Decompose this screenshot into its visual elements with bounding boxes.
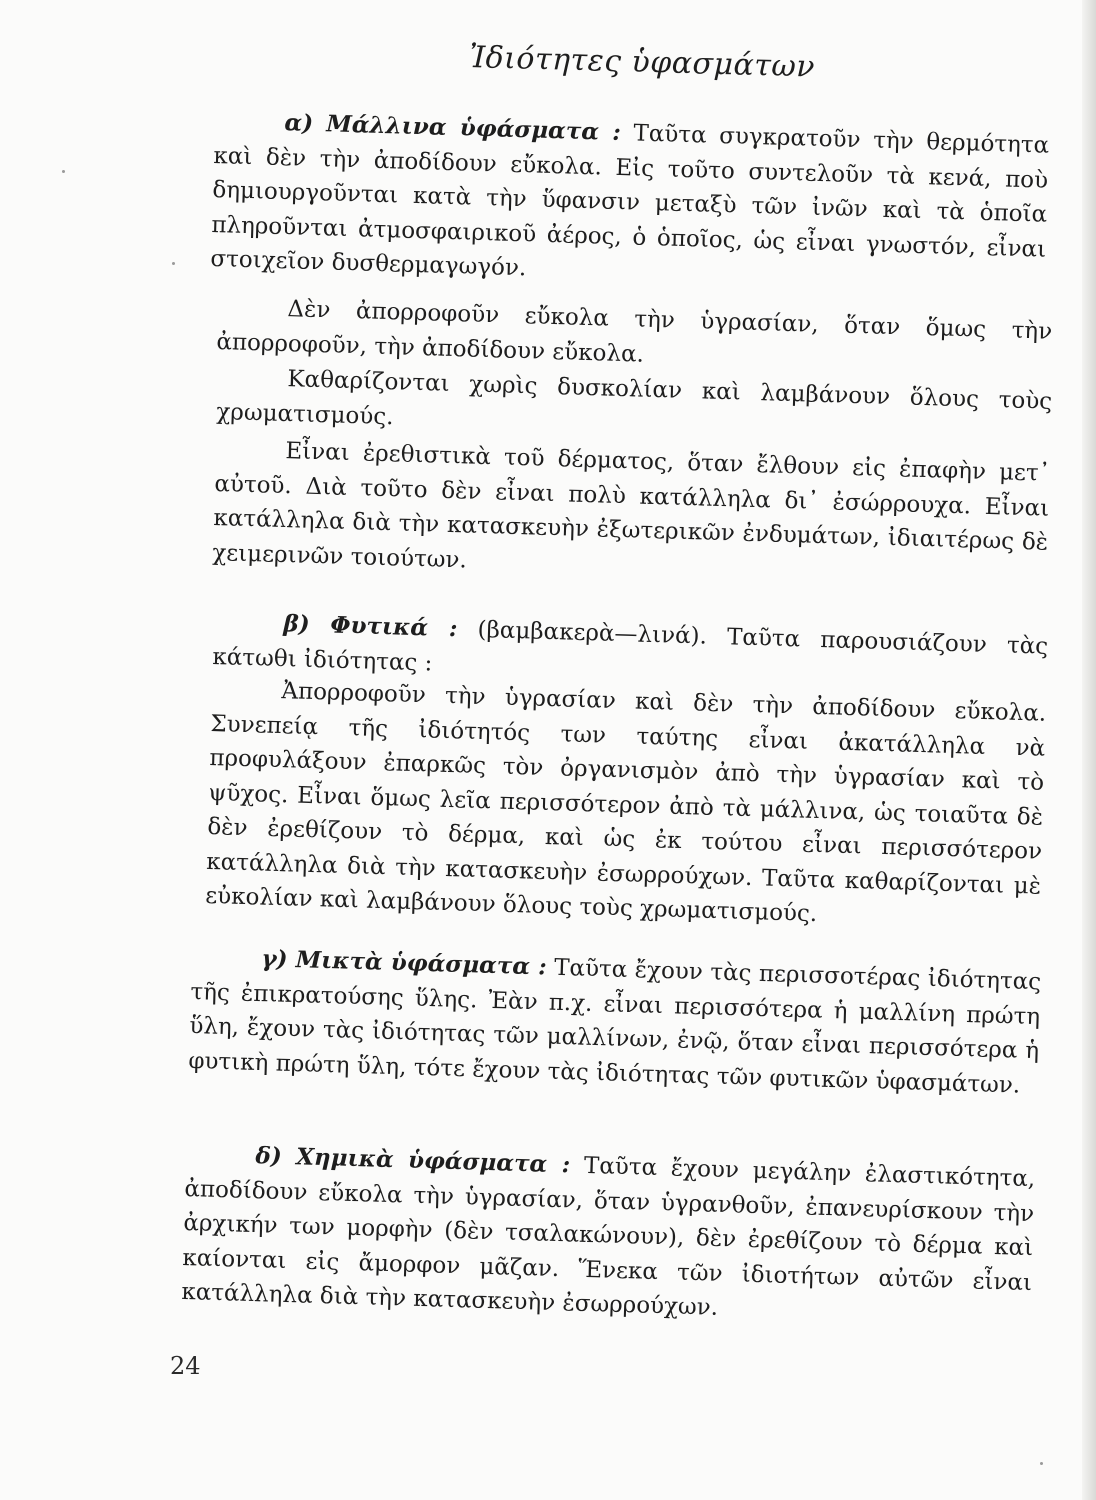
paragraph-text: Ταῦτα ἔχουν μεγάλην ἐλαστικότητα, ἀποδίδουν εὔκολα τὴν ὑγρασίαν, ὅταν ὑγρανθοῦν, ἐπανευρίσκουν τὴν ἀρχικήν των μορφὴν (δὲν τσαλακώνουν), δὲν ἐρεθίζουν τὸ δέρμα καὶ καίονται εἰς ἄμορφον μᾶζαν. Ἕνεκα τῶν ἰδιοτήτων αὐτῶν εἶναι κατάλληλα διὰ τὴν κατασκευὴν ἐσωρρούχων. — [181, 1152, 1036, 1321]
paragraph-mixed — [188, 940, 1042, 1103]
scan-speck — [172, 262, 175, 265]
paragraph-wool-irritation: Εἶναι ἐρεθιστικὰ τοῦ δέρματος, ὅταν ἔλθουν εἰς ἐπαφὴν μετ᾽ αὐτοῦ. Διὰ τοῦτο δὲν εἶναι πολὺ κατάλληλα δι᾽ ἐσώρρουχα. Εἶναι κατάλληλα διὰ τὴν κατασκευὴν ἐξωτερικῶν ἐνδυμάτων, ἰδιαιτέρως δὲ χειμερινῶν τοιούτων. — [212, 438, 1051, 573]
page-number: 24 — [170, 1352, 201, 1380]
paragraph-wool — [210, 104, 1050, 301]
paragraph-synthetic — [181, 1137, 1036, 1335]
paragraph-text: Ταῦτα ἔχουν τὰς περισσοτέρας ἰδιότητας τῆς ἐπικρατούσης ὕλης. Ἐὰν π.χ. εἶναι περισσότερα ἡ μαλλίνη πρώτη ὕλη, ἔχουν τὰς ἰδιότητας τῶν μαλλίνων, ἐνῷ, ὅταν εἶναι περισσότερα ἡ φυτικὴ πρώτη ὕλη, τότε ἔχουν τὰς ἰδιότητας τῶν φυτικῶν ὑφασμάτων. — [188, 954, 1042, 1099]
section-heading-wool: α) Μάλλινα ὑφάσματα : — [284, 109, 622, 147]
section-heading-synthetic: δ) Χημικὰ ὑφάσματα : — [255, 1142, 571, 1179]
scan-speck — [62, 170, 65, 173]
section-heading-plant: β) Φυτικά : — [283, 610, 458, 643]
page-title: Ἰδιότητες ὑφασμάτων — [469, 40, 816, 85]
scan-speck — [1040, 1462, 1043, 1465]
paragraph-text: (βαμβακερὰ—λινά). Ταῦτα παρουσιάζουν τὰς κάτωθι ἰδιότητας : — [212, 616, 1049, 676]
paragraph-wool-cleaning: Καθαρίζονται χωρὶς δυσκολίαν καὶ λαμβάνουν ὅλους τοὺς χρωματισμούς. — [216, 366, 1053, 430]
paragraph-plant-properties: Ἀπορροφοῦν τὴν ὑγρασίαν καὶ δὲν τὴν ἀποδίδουν εὔκολα. Συνεπείᾳ τῆς ἰδιότητός των ταύτης εἶναι ἀκατάλληλα νὰ προφυλάξουν ἐπαρκῶς τὸν ὀργανισμὸν ἀπὸ τὴν ὑγρασίαν καὶ τὸ ψῦχος. Εἶναι ὅμως λεῖα περισσότερον ἀπὸ τὰ μάλλινα, ὡς τοιαῦτα δὲ δὲν ἐρεθίζουν τὸ δέρμα, καὶ ὡς ἐκ τούτου εἶναι περισσότερον κατάλληλα διὰ τὴν κατασκευὴν ἐσωρρούχων. Ταῦτα καθαρίζονται μὲ εὐκολίαν καὶ λαμβάνουν ὅλους τοὺς χρωματισμούς. — [204, 678, 1047, 928]
paragraph-text: Ταῦτα συγκρατοῦν τὴν θερμότητα καὶ δὲν τὴν ἀποδίδουν εὔκολα. Εἰς τοῦτο συντελοῦν τὰ κενά, ποὺ δημιουργοῦνται κατὰ τὴν ὕφανσιν μεταξὺ τῶν ἰνῶν καὶ τὰ ὁποῖα πληροῦνται ἀτμοσφαιρικοῦ ἀέρος, ὁ ὁποῖος, ὡς εἶναι γνωστόν, εἶναι στοιχεῖον δυσθερμαγωγόν. — [210, 120, 1050, 282]
section-heading-mixed: γ) Μικτὰ ὑφάσματα : — [261, 945, 548, 981]
page-edge-shadow — [1082, 0, 1096, 1500]
paragraph-wool-absorption: Δὲν ἀπορροφοῦν εὔκολα τὴν ὑγρασίαν, ὅταν ὅμως τὴν ἀπορροφοῦν, τὴν ἀποδίδουν εὔκολα. — [216, 296, 1053, 368]
